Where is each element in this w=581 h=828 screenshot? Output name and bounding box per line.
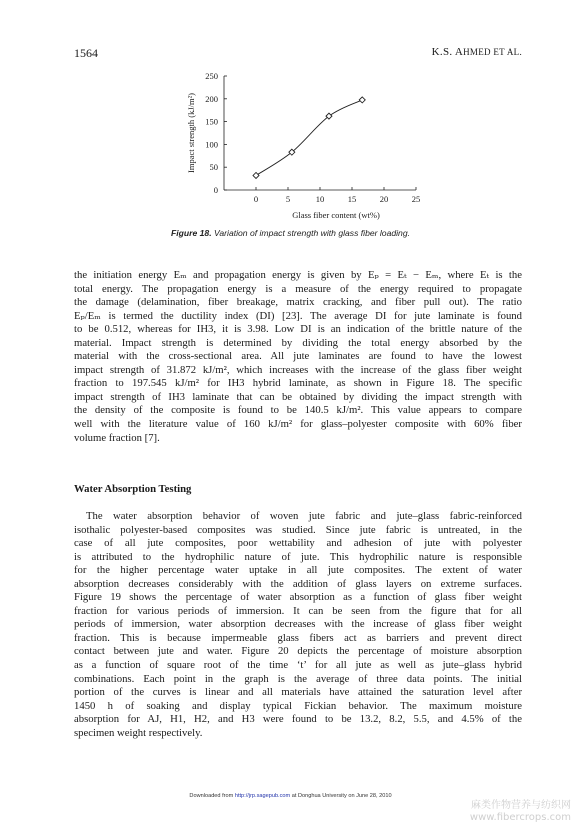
footer-suffix: at Donghua University on June 28, 2010 [290,793,392,799]
y-tick-label: 50 [209,162,218,173]
footer-link[interactable]: http://jrp.sagepub.com [234,793,291,799]
download-footer [0,793,581,799]
text-line: The water absorption behavior of woven jute fabric and jute–glass fabric-reinforced [86,510,522,522]
x-tick-label: 5 [285,194,291,204]
text-line: volume fraction [7]. [74,431,160,444]
text-line: Eₚ/Eₘ is termed the ductility index (DI) [23]. The average DI for jute laminate is found [74,309,522,322]
watermark-line-2: www.fibercrops.com [469,812,571,823]
text-line: isothalic polyester-based composites was studied. Since jute fabric is untreated, in the [74,523,522,536]
running-head-smallcaps: HMED ET AL. [463,47,522,57]
text-line: is attributed to the hydrophilic nature of jute. This hydrophilic nature is responsible [74,550,522,563]
text-line: as a function of square root of the time ‘t’ for all jute as well as jute–glass hybrid [74,659,522,672]
text-line: portion of the curves is linear and all materials have attained the saturation level after [74,686,522,699]
text-line: fraction to 197.545 kJ/m² for IH3 hybrid laminate, as shown in Figure 18. The specific [74,377,522,390]
running-head-prefix: K.S. A [431,46,464,58]
impact-strength-chart [172,68,432,228]
text-line: combinations. Each point in the graph is the average of three data points. The initial [74,672,522,685]
paragraph-impact [74,269,522,445]
paragraph-water-absorption [74,510,522,740]
text-line: fraction. This is because impermeable glass fibers act as barriers and prevent direct [74,631,522,644]
x-tick-label: 15 [347,194,357,204]
footer-prefix: Downloaded from [189,793,235,799]
figure-caption [0,228,581,238]
figure-label: Figure 18. [171,228,212,238]
x-tick-label: 10 [315,194,325,204]
text-line: for the higher percentage water uptake in all jute composites. The extent of water [74,564,522,577]
y-tick-label: 0 [213,185,218,195]
text-line: fraction for various periods of immersion. It can be seen from the figure that for all [74,604,522,617]
y-axis-title: Impact strength (kJ/m²) [186,93,196,173]
text-line: total energy. The propagation energy is a measure of the energy required to propagate [74,282,522,295]
text-line: to be 0.512, whereas for IH3, it is 3.98. Low DI is an indication of the brittle nature of the [74,323,522,336]
text-line: 1450 h of soaking and display typical Fickian behavior. The maximum moisture [74,699,522,712]
text-line: material. Impact strength is determined by dividing the total energy absorbed by the [74,336,522,349]
data-point-marker [359,97,365,103]
y-tick-label: 150 [205,116,218,127]
x-tick-label: 20 [379,194,389,204]
text-line: the damage (delamination, fiber breakage, matrix cracking, and fiber pull out). The ratio [74,296,522,309]
text-line: impact strength of 31.872 kJ/m², which increases with the increase of the glass fiber weight [74,363,522,376]
text-line: specimen weight respectively. [74,726,203,739]
watermark [470,800,571,824]
text-line: well with the literature value of 160 kJ/m² for glass–polyester composite with 60% fiber [74,418,522,431]
text-line: the density of the composite is found to be 140.5 kJ/m². This value appears to compare [74,404,522,417]
text-line: periods of immersion, water absorption decreases with the increase of glass fiber weight [74,618,522,631]
text-line: impact strength of IH3 laminate that can be obtained by dividing the impact strength with [74,390,522,403]
text-line: Figure 19 shows the percentage of water absorption as a function of glass fiber weight [74,591,522,604]
text-line: absorption for AJ, H1, H2, and H3 were found to be 13.2, 8.2, 5.5, and 4.5% of the [74,713,522,726]
x-tick-label: 25 [411,194,421,204]
figure-caption-text: Variation of impact strength with glass fiber loading. [213,228,410,238]
x-axis-title: Glass fiber content (wt%) [292,210,380,220]
y-tick-label: 200 [205,93,218,104]
text-line: the initiation energy Eₘ and propagation energy is given by Eₚ = Eₜ − Eₘ, where Eₜ is the [74,269,522,281]
series-line [256,100,362,176]
data-point-marker [253,172,259,178]
y-tick-label: 100 [205,139,218,150]
running-head [432,46,522,58]
text-line: case of all jute composites, poor wettability and adhesion of jute with polyester [74,537,522,550]
x-tick-label: 0 [253,194,259,204]
text-line: contact between jute and water. Figure 20 depicts the percentage of moisture absorption [74,645,522,658]
page-number: 1564 [74,46,98,60]
watermark-line-1: 麻类作物营养与纺织网 [471,800,571,811]
text-line: material with the cross-sectional area. All jute laminates are found to have the lowest [74,350,522,363]
section-heading: Water Absorption Testing [74,483,192,495]
y-tick-label: 250 [205,71,218,81]
text-line: absorption decreases considerably with the addition of glass layers on extreme surfaces. [74,577,522,590]
